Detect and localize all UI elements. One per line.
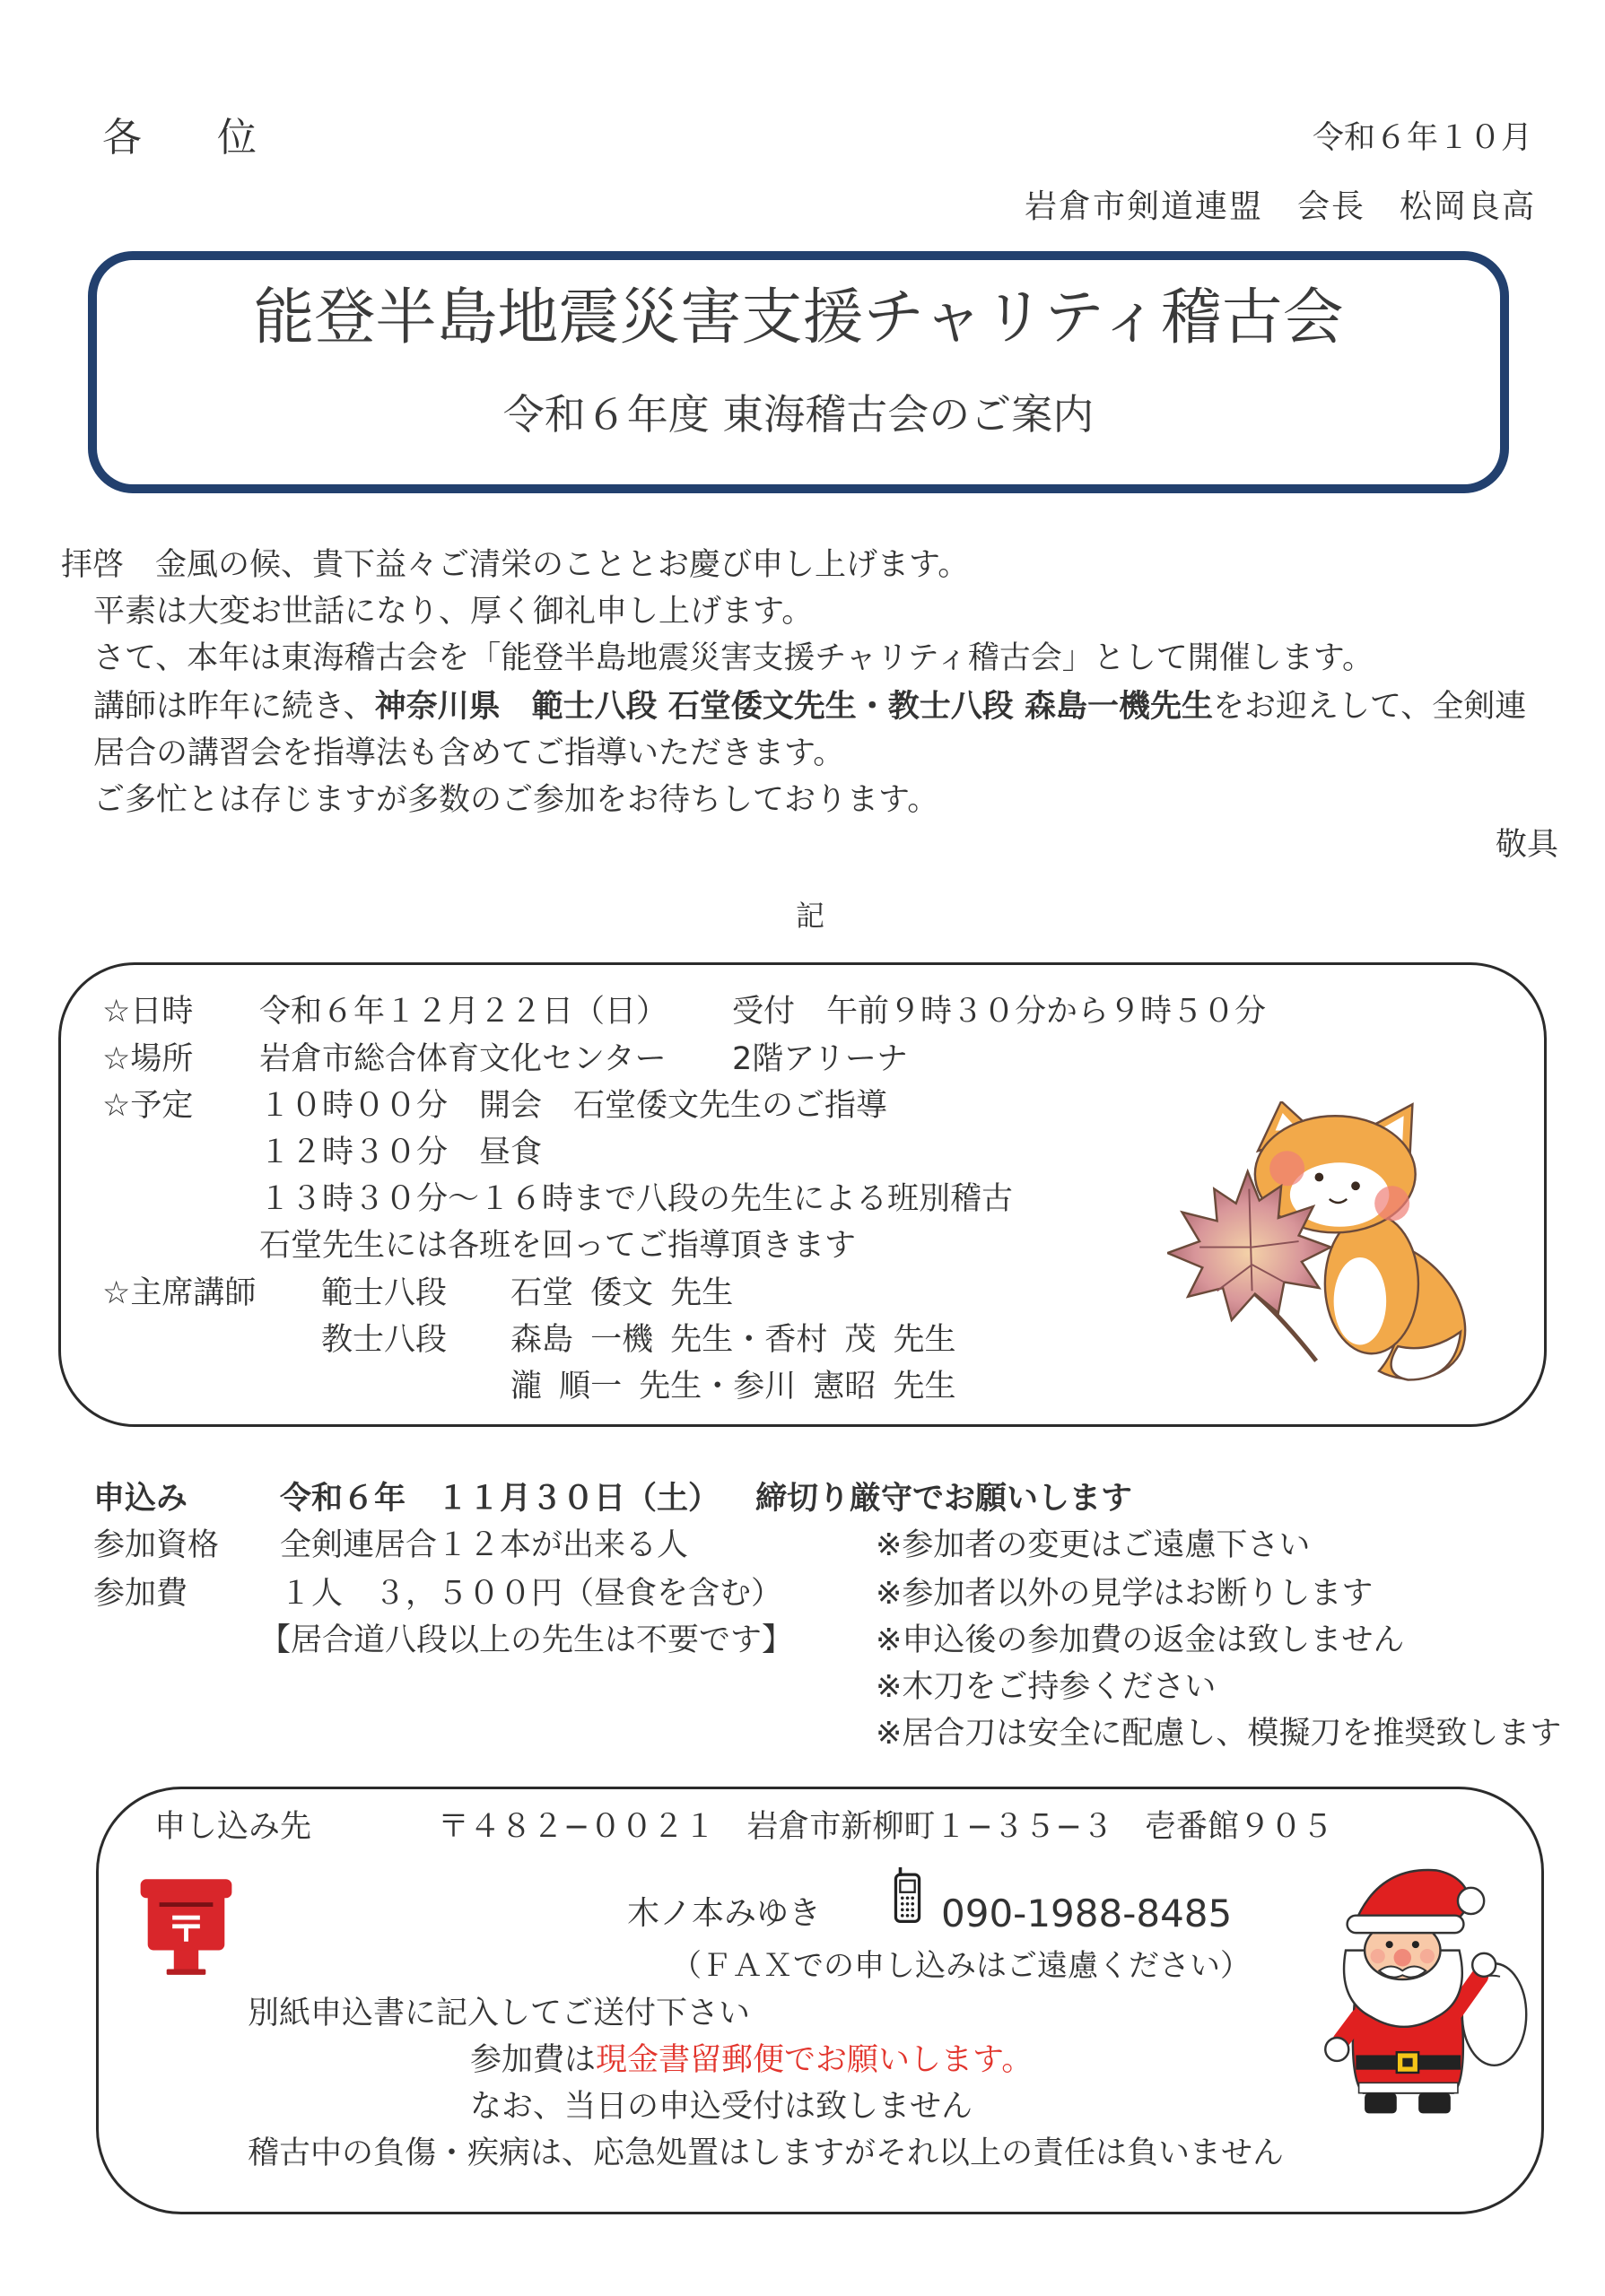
payment-prefix: 参加費は	[470, 2042, 597, 2078]
liability-note: 稽古中の負傷・疾病は、応急処置はしますがそれ以上の責任は負いません	[248, 2135, 1285, 2171]
issue-date: 令和６年１０月	[1312, 120, 1532, 156]
submit-instruction: 別紙申込書に記入してご送付下さい	[248, 1996, 751, 2031]
contact-phone: 090-1988-8485	[941, 1892, 1233, 1935]
fee-label: 参加費	[93, 1576, 188, 1612]
schedule-item: 石堂先生には各班を回ってご指導頂きます	[259, 1228, 857, 1264]
payment-instruction	[470, 2042, 1034, 2078]
sender: 岩倉市剣道連盟 会長 松岡良高	[1024, 188, 1536, 225]
page-title: 能登半島地震災害支援チャリティ稽古会	[253, 283, 1344, 353]
fee-exemption: 【居合道八段以上の先生は不要です】	[259, 1622, 794, 1658]
schedule-item: １２時３０分 昼食	[259, 1135, 543, 1170]
letter-line-4-rest: をお迎えして、全剣連	[1212, 689, 1527, 725]
ki-heading: 記	[796, 899, 825, 933]
venue-room: 2階アリーナ	[732, 1041, 908, 1077]
eligibility-label: 参加資格	[93, 1527, 220, 1563]
fox-body	[1325, 1213, 1418, 1353]
contact-name: 木ノ本みゆき	[627, 1895, 822, 1932]
instructors-label: ☆主席講師	[102, 1275, 257, 1311]
eligibility-value: 全剣連居合１２本が出来る人	[280, 1527, 689, 1563]
letter-line-3: さて、本年は東海稽古会を「能登半島地震災害支援チャリティ稽古会」として開催します。	[93, 640, 1374, 676]
letter-closing: 敬具	[1495, 827, 1558, 863]
letter-line-5: 居合の講習会を指導法も含めてご指導いただきます。	[93, 735, 845, 771]
fee-value: １人 ３，５００円（昼食を含む）	[280, 1576, 783, 1612]
venue-label: ☆場所	[102, 1041, 194, 1077]
mailbox-icon	[139, 1874, 233, 1977]
deadline-label: 申込み	[93, 1481, 188, 1517]
deadline-date: 令和６年 １１月３０日（土）	[280, 1481, 720, 1517]
contact-address: 〒４８２−００２１ 岩倉市新柳町１−３５−３ 壱番館９０５	[438, 1809, 1333, 1845]
fax-note: （ＦＡＸでの申し込みはご遠慮ください）	[671, 1948, 1251, 1984]
phone-icon	[893, 1867, 922, 1923]
contact-label: 申し込み先	[154, 1809, 312, 1845]
note-item: ※参加者の変更はご遠慮下さい	[876, 1527, 1311, 1563]
schedule-label: ☆予定	[102, 1088, 194, 1124]
schedule-item: １０時００分 開会 石堂倭文先生のご指導	[259, 1088, 888, 1124]
letter-line-1: 拝啓 金風の候、貴下益々ご清栄のこととお慶び申し上げます。	[61, 547, 970, 583]
letter-line-2: 平素は大変お世話になり、厚く御礼申し上げます。	[93, 594, 814, 630]
instructor-rank: 範士八段	[321, 1275, 448, 1311]
letter-line-6: ご多忙とは存じますが多数のご参加をお待ちしております。	[93, 782, 939, 818]
santa-head	[1344, 1921, 1462, 2027]
santa-illustration	[1313, 1860, 1532, 2115]
note-item: ※木刀をご持参ください	[876, 1669, 1217, 1705]
instructor-names: 瀧 順一 先生・参川 憲昭 先生	[510, 1369, 956, 1405]
payment-highlight: 現金書留郵便でお願いします。	[596, 2042, 1034, 2078]
datetime-value: 令和６年１２月２２日（日）	[259, 994, 668, 1030]
note-item: ※居合刀は安全に配慮し、模擬刀を推奨致します	[876, 1716, 1562, 1752]
addressee: 各 位	[102, 115, 275, 161]
note-item: ※参加者以外の見学はお断りします	[876, 1576, 1374, 1612]
letter-line-4	[93, 691, 1526, 723]
deadline-note: 締切り厳守でお願いします	[755, 1481, 1133, 1517]
venue-value: 岩倉市総合体育文化センター	[259, 1041, 667, 1077]
santa-hat	[1348, 1870, 1485, 1933]
instructor-names: 森島 一機 先生・香村 茂 先生	[510, 1322, 956, 1358]
datetime-label: ☆日時	[102, 994, 194, 1030]
reception-time: 受付 午前９時３０分から９時５０分	[732, 994, 1267, 1030]
fox-maple-illustration	[1167, 1101, 1474, 1386]
page-subtitle: 令和６年度 東海稽古会のご案内	[502, 390, 1095, 439]
letter-line-4-instructors: 神奈川県 範士八段 石堂倭文先生・教士八段 森島一機先生	[374, 689, 1213, 725]
note-item: ※申込後の参加費の返金は致しません	[876, 1622, 1405, 1658]
schedule-item: １３時３０分～１６時まで八段の先生による班別稽古	[259, 1181, 1014, 1217]
instructor-names: 石堂 倭文 先生	[510, 1275, 734, 1311]
same-day-note: なお、当日の申込受付は致しません	[470, 2089, 973, 2125]
letter-line-4-intro: 講師は昨年に続き、	[93, 689, 375, 725]
instructor-rank: 教士八段	[321, 1322, 448, 1358]
